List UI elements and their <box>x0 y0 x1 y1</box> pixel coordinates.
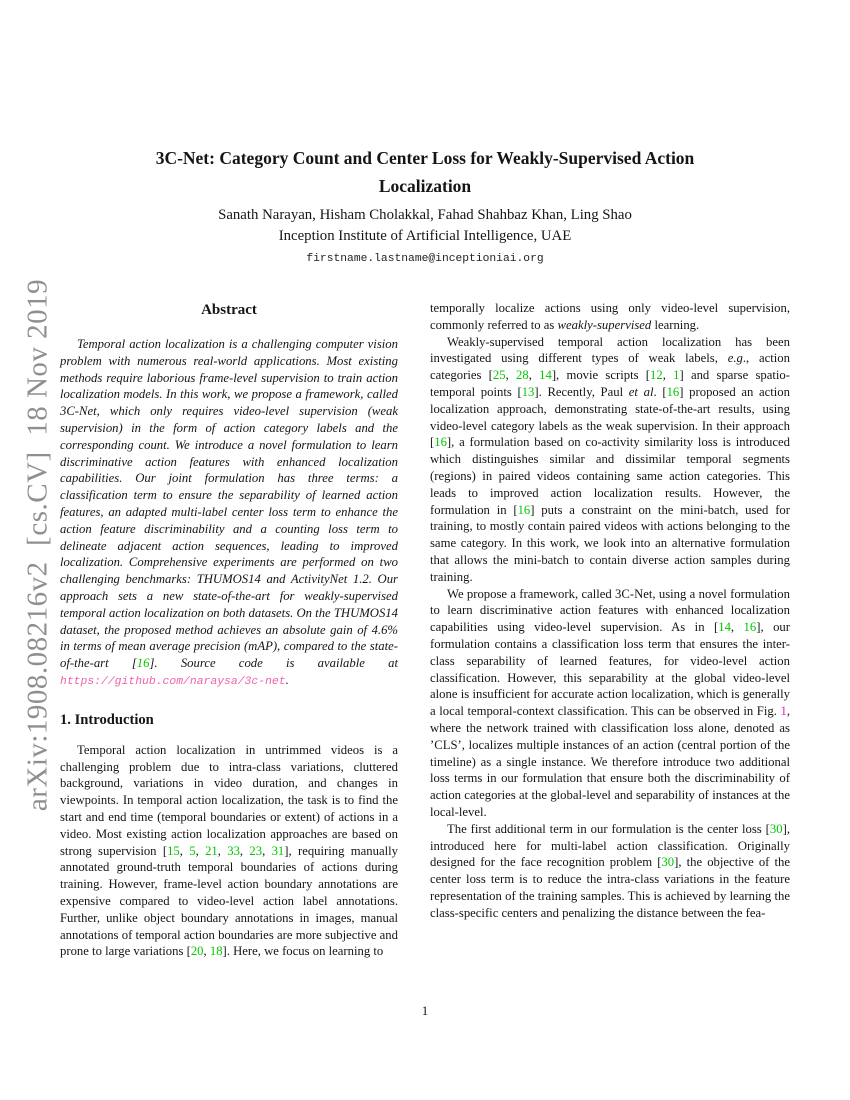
text-segment: ] puts a constraint on the mini-batch, used for training, to mostly contain paired videos with actions belonging to the same category. In this work, we look into an alternative formulation that allows the mini-batch to contain diverse action samples during training. <box>430 502 790 584</box>
left-column <box>60 300 398 960</box>
paper-affiliation: Inception Institute of Artificial Intelligence, UAE <box>278 228 572 244</box>
abstract-heading: Abstract <box>201 302 257 318</box>
intro-paragraph-1-continued <box>430 300 790 334</box>
intro-paragraph-1 <box>60 742 398 960</box>
citation-link[interactable]: 14 <box>718 620 731 635</box>
paper-title-line2: Localization <box>378 176 472 196</box>
text-segment: weakly-supervised <box>557 317 652 332</box>
arxiv-watermark: arXiv:1908.08216v2 [cs.CV] 18 Nov 2019 <box>21 278 54 812</box>
citation-link[interactable]: 31 <box>271 843 285 858</box>
citation-link[interactable]: 25 <box>492 368 506 383</box>
text-segment: ] proposed an action localization approach, demonstrating state-of-the-art results, using video-level category labels as the weak supervision. In their approach [ <box>430 384 790 450</box>
text-segment: ]. Recently, Paul <box>534 384 629 399</box>
text-segment: ]. Here, we focus on learning to <box>222 944 384 959</box>
text-segment: ]. Source code is available at <box>149 656 398 671</box>
citation-link[interactable]: 23 <box>249 843 263 858</box>
citation-link[interactable]: 33 <box>227 843 240 858</box>
text-segment: . <box>285 672 289 687</box>
text-segment: , <box>195 843 206 858</box>
citation-link[interactable]: 30 <box>661 855 675 870</box>
two-column-body <box>60 300 790 960</box>
citation-link[interactable]: 21 <box>205 843 218 858</box>
citation-link[interactable]: 28 <box>516 368 529 383</box>
paper-title-line1: 3C-Net: Category Count and Center Loss for Weakly-Supervised Action <box>155 148 695 168</box>
citation-link[interactable]: 16 <box>743 620 757 635</box>
text-segment: ], a formulation based on co-activity similarity loss is introduced which distinguishes similar and dissimilar temporal segments (regions) in paired videos containing same action categories. This leads to improved action localization results. However, the formulation in [ <box>430 435 790 517</box>
text-segment: . [ <box>653 384 667 399</box>
citation-link[interactable]: 30 <box>769 821 783 836</box>
text-segment: , <box>262 843 272 858</box>
citation-link[interactable]: 16 <box>517 502 531 517</box>
text-segment: , <box>217 843 228 858</box>
text-segment: , <box>239 843 250 858</box>
abstract-text <box>60 336 398 691</box>
text-segment: We propose a framework, called 3C-Net, using a novel formulation to learn discriminative action features with enhanced localization capabilities using video-level supervision. As in [ <box>430 586 790 635</box>
intro-paragraph-2 <box>430 334 790 586</box>
text-segment: , <box>528 368 540 383</box>
page-number: 1 <box>421 1003 429 1018</box>
text-segment: Weakly-supervised temporal action localization has been investigated using different types of weak labels, <box>430 334 790 366</box>
text-segment: Temporal action localization in untrimmed videos is a challenging problem due to intra-class variations, cluttered background, variations in video duration, and changes in viewpoints. In temporal action localization, the task is to find the start and end time (temporal boundaries or extent) of actions in a video. Most existing action localization approaches are based on strong supervision [ <box>60 742 398 858</box>
figure-ref-link[interactable]: 1 <box>780 704 787 719</box>
paper-header <box>0 144 850 265</box>
text-segment: ], movie scripts [ <box>551 368 651 383</box>
text-segment: ], our formulation contains a classification loss term that ensures the inter-class separability of learned features, for video-level action classification. However, this separability at the global video-level alone is insufficient for accurate action localization, which is generally a local temporal-context classification. This can be observed in Fig. <box>430 620 790 719</box>
text-segment: The first additional term in our formulation is the center loss [ <box>447 821 770 836</box>
url-link[interactable]: https://github.com/naraysa/3c-net <box>60 675 286 688</box>
citation-link[interactable]: 18 <box>209 944 223 959</box>
text-segment: ] and sparse spatio-temporal points [ <box>430 368 790 399</box>
citation-link[interactable]: 16 <box>434 435 447 450</box>
paper-email: firstname.lastname@inceptioniai.org <box>306 253 544 265</box>
text-segment: temporally localize actions using only video-level supervision, commonly referred to as <box>430 301 790 332</box>
text-segment: , where the network trained with classification loss alone, denoted as ’CLS’, localizes multiple instances of an action (central portion of the timeline) as a single instance. We therefore introduce two additional loss terms in our formulation that ensure both the discriminability of action categories at the global-level and separability of instances at the local-level. <box>430 704 790 819</box>
citation-link[interactable]: 5 <box>189 843 196 858</box>
section-heading-introduction: 1. Introduction <box>60 711 154 728</box>
text-segment: , <box>730 620 744 635</box>
paper-authors: Sanath Narayan, Hisham Cholakkal, Fahad Shahbaz Khan, Ling Shao <box>218 207 632 223</box>
text-segment: ], introduced here for multi-label action classification. Originally designed for the face recognition problem [ <box>430 821 790 870</box>
citation-link[interactable]: 15 <box>167 843 180 858</box>
text-segment: Temporal action localization is a challenging computer vision problem with numerous real-world applications. Most existing methods require laborious frame-level supervision to train action localization models. In this work, we propose a framework, called 3C-Net, which only requires video-level supervision (weak supervision) in the form of action category labels and the corresponding count. We introduce a novel formulation to learn discriminative action features with enhanced localization capabilities. Our joint formulation has three terms: a classification term to ensure the separability of learned action features, an adapted multi-label center loss term to enhance the action feature discriminability and a counting loss term to delineate adjacent action sequences, leading to improved localization. Comprehensive experiments are performed on two challenging benchmarks: THUMOS14 and ActivityNet 1.2. Our approach sets a new state-of-the-art for weakly-supervised temporal action localization on both datasets. On the THUMOS14 dataset, the proposed method achieves an absolute gain of 4.6% in terms of mean average precision (mAP), compared to the state-of-the-art [ <box>60 337 398 671</box>
text-segment: ], requiring manually annotated ground-truth temporal boundaries of actions during training. However, frame-level action boundary annotations are expensive compared to video-level action label annotations. Further, unlike object boundary annotations in images, manual annotations of temporal action boundaries are more subjective and prone to large variations [ <box>60 843 398 959</box>
text-segment: e.g <box>727 351 743 366</box>
citation-link[interactable]: 16 <box>666 384 680 399</box>
citation-link[interactable]: 16 <box>136 656 150 671</box>
citation-link[interactable]: 1 <box>673 368 680 383</box>
citation-link[interactable]: 20 <box>190 944 204 959</box>
citation-link[interactable]: 13 <box>521 384 535 399</box>
text-segment: ., action categories [ <box>430 351 790 383</box>
text-segment: , <box>179 843 190 858</box>
text-segment: ], the objective of the center loss term is to reduce the intra-class variations in the feature representation of the training samples. This is achieved by learning the class-specific centers and penalizing the distance between the fea- <box>430 855 790 920</box>
right-column <box>430 300 790 960</box>
citation-link[interactable]: 14 <box>539 368 552 383</box>
intro-paragraph-4 <box>430 821 790 922</box>
text-segment: , <box>203 944 210 959</box>
intro-paragraph-3 <box>430 586 790 821</box>
text-segment: et al <box>628 384 654 399</box>
text-segment: , <box>505 368 517 383</box>
text-segment: learning. <box>651 317 700 332</box>
paper-title <box>0 144 850 200</box>
text-segment: , <box>662 368 674 383</box>
citation-link[interactable]: 12 <box>650 368 663 383</box>
